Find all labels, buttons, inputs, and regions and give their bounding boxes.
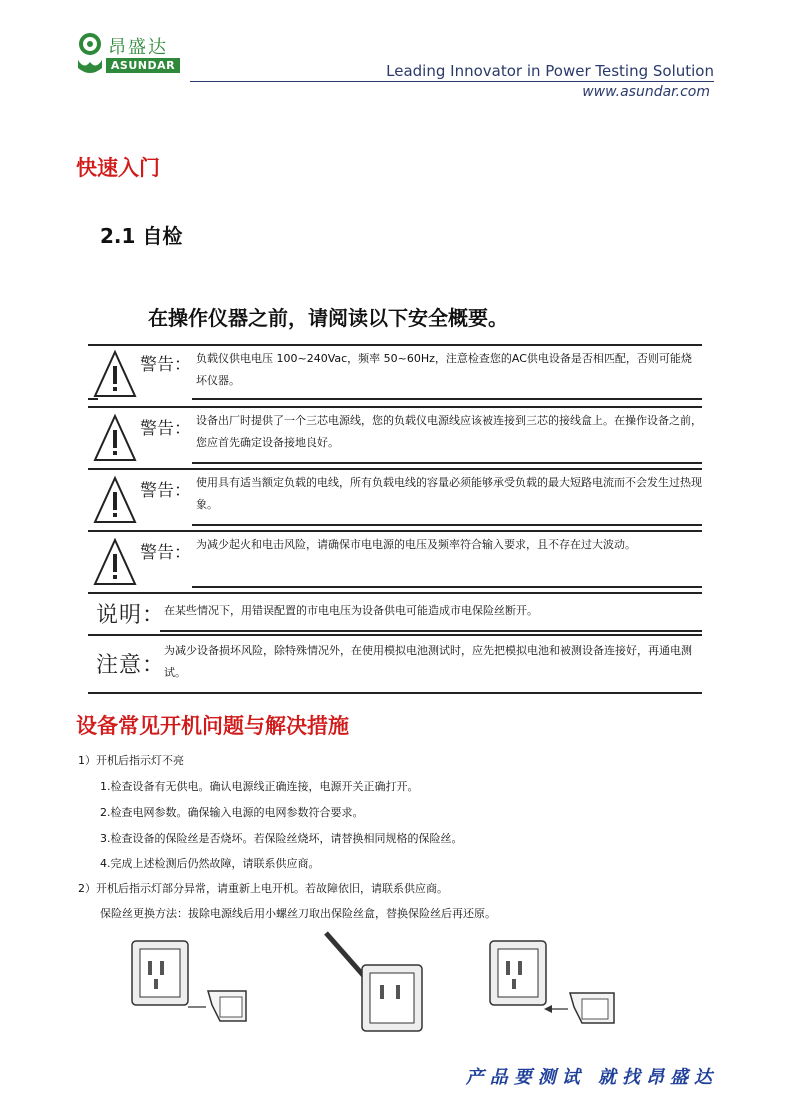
fuse-replacement-method: 保险丝更换方法：拔除电源线后用小螺丝刀取出保险丝盒，替换保险丝后再还原。 [100,907,496,920]
caution-label: 注意： [96,653,166,678]
box-bottom-rule [160,630,702,632]
warning-triangle-icon [92,412,138,464]
box-top-rule [88,530,702,532]
warning-box [88,530,702,590]
fuse-socket-illustration-2 [486,935,636,1045]
header-divider [190,81,714,82]
safety-heading: 在操作仪器之前，请阅读以下安全概要。 [148,306,508,330]
header-url[interactable]: www.asundar.com [582,84,710,100]
warning-label: 警告： [140,543,191,563]
warning-triangle-icon [92,348,138,400]
fuse-socket-illustration-1 [128,935,268,1045]
footer-slogan: 产品要测试 就找昂盛达 [465,1067,718,1088]
warning-text: 为减少起火和电击风险，请确保市电电源的电压及频率符合输入要求，且不存在过大波动。 [196,538,636,551]
box-top-rule [88,634,702,636]
box-top-rule [88,344,702,346]
note-text: 在某些情况下，用错误配置的市电电压为设备供电可能造成市电保险丝断开。 [164,604,538,617]
troubleshoot-item-1: 1）开机后指示灯不亮 [78,754,184,767]
warning-label: 警告： [140,419,191,439]
warning-triangle-icon [92,474,138,526]
note-box [88,592,702,632]
box-bottom-rule [192,586,702,588]
warning-text: 使用具有适当额定负载的电线，所有负载电线的容量必须能够承受负载的最大短路电流而不会发生过热现象。 [196,476,702,511]
troubleshoot-step: 1.检查设备有无供电。确认电源线正确连接，电源开关正确打开。 [100,780,419,793]
logo-english-name: ASUNDAR [106,58,180,73]
note-label: 说明： [96,603,166,628]
logo-chinese-name: 昂盛达 [108,37,168,58]
warning-text: 设备出厂时提供了一个三芯电源线，您的负载仪电源线应该被连接到三芯的接线盒上。在操作设备之前，您应首先确定设备接地良好。 [196,414,702,449]
screwdriver-illustration [318,925,448,1045]
subsection-title: 2.1 自检 [100,224,183,248]
box-bottom-rule [192,462,702,464]
warning-label: 警告： [140,481,191,501]
logo-icon [74,32,108,78]
troubleshoot-step: 3.检查设备的保险丝是否烧坏。若保险丝烧坏，请替换相同规格的保险丝。 [100,832,463,845]
section-title: 快速入门 [76,156,160,180]
troubleshoot-step: 2.检查电网参数。确保输入电源的电网参数符合要求。 [100,806,364,819]
box-bottom-stub [88,398,98,400]
box-bottom-rule [192,398,702,400]
warning-label: 警告： [140,355,191,375]
box-top-rule [88,406,702,408]
box-bottom-rule [88,692,702,694]
warning-box [88,468,702,528]
box-top-rule [88,468,702,470]
troubleshoot-title: 设备常见开机问题与解决措施 [76,714,349,738]
troubleshoot-item-2: 2）开机后指示灯部分异常，请重新上电开机。若故障依旧，请联系供应商。 [78,882,448,895]
box-bottom-rule [192,524,702,526]
warning-box [88,344,702,404]
caution-text: 为减少设备损坏风险，除特殊情况外，在使用模拟电池测试时，应先把模拟电池和被测设备连接好，再通电测试。 [164,644,692,679]
warning-text: 负载仪供电电压 100~240Vac，频率 50~60Hz，注意检查您的AC供电设备是否相匹配，否则可能烧坏仪器。 [196,352,692,387]
caution-box [88,634,702,694]
warning-triangle-icon [92,536,138,588]
header-tagline: Leading Innovator in Power Testing Solution [386,62,714,80]
box-top-rule [88,592,702,594]
warning-box [88,406,702,466]
troubleshoot-step: 4.完成上述检测后仍然故障，请联系供应商。 [100,857,320,870]
